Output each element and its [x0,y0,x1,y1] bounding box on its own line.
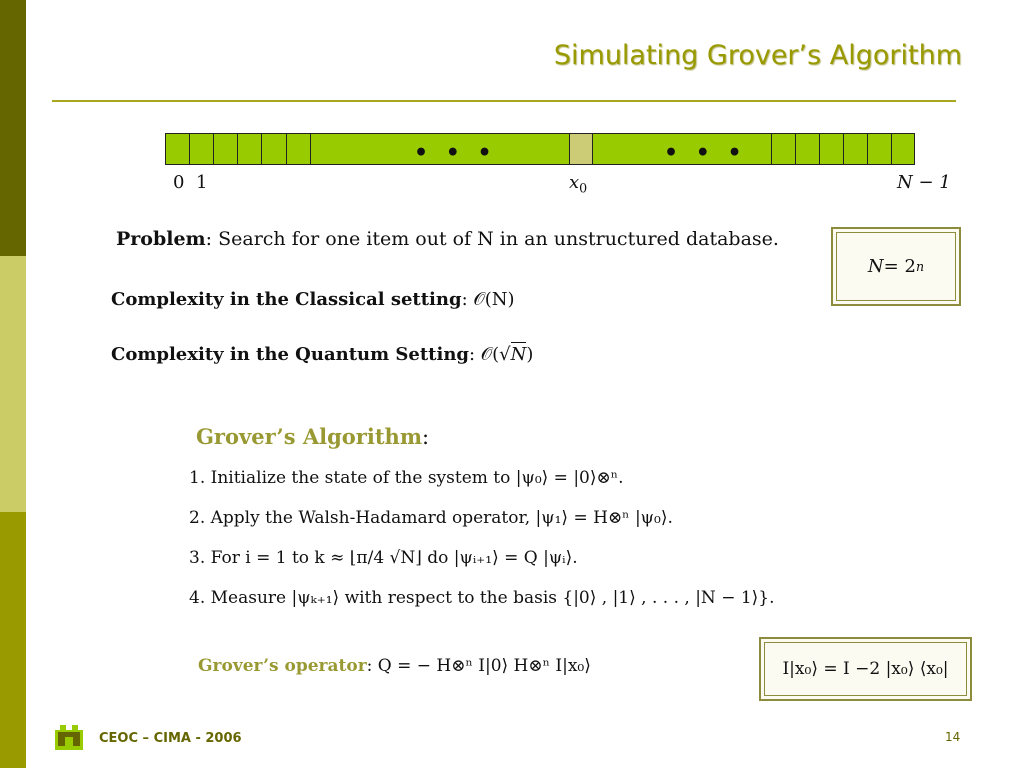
sidebar-band-middle [0,256,26,512]
bar-label-one: 1 [196,172,208,193]
sidebar [0,0,26,768]
complexity-quantum-suffix: ) [526,344,534,365]
grover-heading-text: Grover’s Algorithm [196,424,423,449]
target-cell-x0 [569,134,593,164]
bar-cell [237,134,238,164]
n-definition-formula: N = 2 n [836,232,956,301]
oracle-definition-formula: I|x₀⟩ = I −2 |x₀⟩ ⟨x₀| [764,642,967,696]
footer-text: CEOC – CIMA - 2006 [99,731,242,746]
slide-title: Simulating Grover’s Algorithm [553,40,962,71]
complexity-quantum-label: Complexity in the Quantum Setting [111,344,469,365]
complexity-quantum-n: N [510,344,527,365]
bar-cell [261,134,262,164]
bar-label-x0: $x_0$ [569,172,588,196]
database-bar [165,133,915,165]
bar-cell [795,134,796,164]
sidebar-band-top [0,0,26,256]
complexity-classical-label: Complexity in the Classical setting [111,289,462,310]
bar-label-last: N − 1 [897,172,951,193]
grover-operator [198,656,591,676]
problem-text: : Search for one item out of N in an unstructured database. [205,228,779,250]
bar-cell [286,134,287,164]
grover-operator-formula: : Q = − H⊗ⁿ I|0⟩ H⊗ⁿ I|x₀⟩ [366,656,591,676]
grover-step-1: 1. Initialize the state of the system to |ψ₀⟩ = |0⟩⊗ⁿ. [189,468,624,488]
bar-cell [891,134,892,164]
bar-cell [310,134,311,164]
castle-logo-icon [54,723,84,751]
bar-cell [867,134,868,164]
complexity-quantum [111,344,533,365]
oracle-definition-box [759,637,972,701]
bar-cell [189,134,190,164]
ellipsis-right: • • • [664,140,747,166]
bar-cell [213,134,214,164]
bar-cell [843,134,844,164]
grover-step-3: 3. For i = 1 to k ≈ ⌊π/4 √N⌋ do |ψᵢ₊₁⟩ = Q |ψᵢ⟩. [189,548,578,568]
title-underline [52,100,956,102]
sidebar-band-bottom [0,512,26,768]
grover-step-2: 2. Apply the Walsh-Hadamard operator, |ψ₁⟩ = H⊗ⁿ |ψ₀⟩. [189,508,673,528]
complexity-quantum-prefix: : 𝒪(√ [469,344,511,365]
problem-statement [116,228,779,250]
ellipsis-left: • • • [414,140,497,166]
grover-operator-label: Grover’s operator [198,656,367,676]
bar-label-zero: 0 [173,172,185,193]
n-definition-box [831,227,961,306]
problem-label: Problem [116,228,206,250]
bar-cell [771,134,772,164]
page-number: 14 [945,730,961,744]
bar-cell [819,134,820,164]
grover-heading: Grover’s Algorithm: [196,424,430,449]
complexity-classical [111,289,514,310]
grover-steps [189,466,775,626]
complexity-classical-value: : 𝒪(N) [461,289,515,310]
grover-step-4: 4. Measure |ψₖ₊₁⟩ with respect to the basis {|0⟩ , |1⟩ , . . . , |N − 1⟩}. [189,588,775,608]
